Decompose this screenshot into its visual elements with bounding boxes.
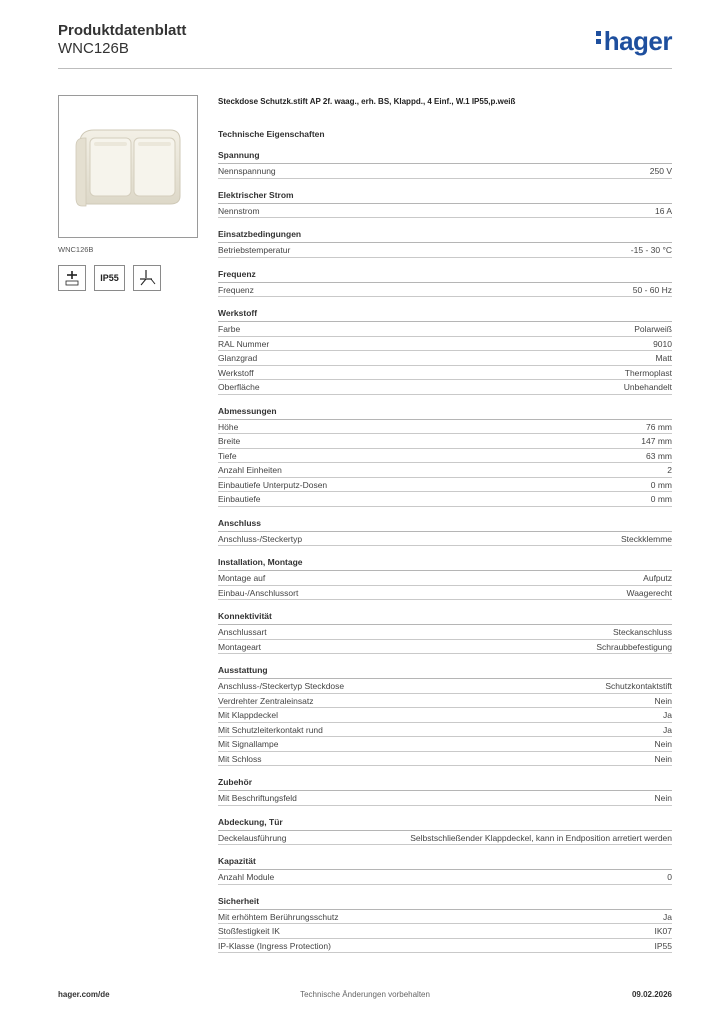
spec-group-title: Sicherheit: [218, 895, 672, 910]
spec-label: Betriebstemperatur: [218, 245, 291, 255]
spec-label: Anschlussart: [218, 627, 267, 637]
ip55-badge: IP55: [94, 265, 125, 291]
spec-value: 147 mm: [641, 436, 672, 446]
page-footer: [58, 990, 672, 1002]
page-header: [58, 22, 672, 68]
spec-row: [218, 204, 672, 219]
spec-value: 63 mm: [646, 450, 672, 461]
spec-label: Einbautiefe Unterputz-Dosen: [218, 479, 328, 490]
spec-value: Ja: [663, 911, 672, 922]
spec-row: [218, 532, 672, 547]
spec-value: 9010: [653, 338, 672, 349]
spec-value: Nein: [654, 753, 672, 764]
spec-row: [218, 752, 672, 767]
spec-row: [218, 463, 672, 478]
spec-label: Glanzgrad: [218, 353, 258, 363]
footer-date: 09.02.2026: [631, 990, 672, 999]
spec-row: [218, 791, 672, 806]
spec-label: Montageart: [218, 641, 261, 652]
spec-group-title: Frequenz: [218, 268, 672, 283]
spec-label: Deckelausführung: [218, 832, 287, 843]
spec-label: Einbautiefe: [218, 494, 261, 504]
spec-row: [218, 380, 672, 395]
spec-value: 76 mm: [646, 421, 672, 432]
spec-row: [218, 586, 672, 601]
spec-label: Anschluss-/Steckertyp Steckdose: [218, 681, 345, 691]
spec-label: Mit Klappdeckel: [218, 710, 279, 720]
spec-row: [218, 910, 672, 925]
product-image: [58, 95, 198, 238]
spec-value: Ja: [663, 710, 672, 720]
spec-value: Polarweiß: [634, 324, 672, 334]
spec-group-title: Kapazität: [218, 855, 672, 870]
spec-row: [218, 870, 672, 885]
product-specs: [218, 95, 672, 953]
spec-row: [218, 478, 672, 493]
spec-group-title: Spannung: [218, 149, 672, 164]
spec-value: Selbstschließender Klappdeckel, kann in Endposition arretiert werden: [410, 832, 672, 843]
spec-row: [218, 351, 672, 366]
spec-value: Matt: [655, 353, 672, 363]
spec-label: Anzahl Einheiten: [218, 465, 282, 475]
spec-value: Nein: [654, 793, 672, 803]
spec-row: [218, 679, 672, 694]
spec-value: 0: [667, 872, 672, 882]
image-caption: WNC126B: [58, 245, 94, 254]
spec-row: [218, 283, 672, 298]
spec-group-title: Konnektivität: [218, 610, 672, 625]
spec-group: [218, 268, 672, 298]
spec-value: 0 mm: [650, 479, 672, 490]
spec-value: Aufputz: [643, 573, 672, 583]
spec-label: Tiefe: [218, 450, 237, 461]
spec-group-title: Abmessungen: [218, 405, 672, 420]
spec-value: Nein: [654, 695, 672, 706]
product-title: Steckdose Schutzk.stift AP 2f. waag., erh. BS, Klappd., 4 Einf., W.1 IP55,p.weiß: [218, 97, 516, 106]
spec-value: 50 - 60 Hz: [632, 284, 672, 295]
product-code: WNC126B: [58, 40, 129, 57]
spec-value: Ja: [663, 724, 672, 735]
spec-group: [218, 556, 672, 600]
spec-group-title: Zubehör: [218, 776, 672, 791]
spec-group: [218, 816, 672, 846]
ground-symbol-icon: [58, 265, 86, 291]
spec-group: [218, 149, 672, 179]
spec-group-title: Installation, Montage: [218, 556, 672, 571]
footer-notice: Technische Änderungen vorbehalten: [300, 990, 430, 999]
spec-label: Mit Beschriftungsfeld: [218, 793, 297, 803]
spec-label: Stoßfestigkeit IK: [218, 926, 280, 936]
spec-row: [218, 694, 672, 709]
spec-label: Anschluss-/Steckertyp: [218, 533, 303, 544]
spec-groups: [218, 149, 672, 953]
spec-group: [218, 228, 672, 258]
spec-group-title: Werkstoff: [218, 307, 672, 322]
spec-group-title: Einsatzbedingungen: [218, 228, 672, 243]
spec-label: Farbe: [218, 324, 241, 334]
spec-group-title: Elektrischer Strom: [218, 189, 672, 204]
spec-row: [218, 708, 672, 723]
spec-value: Steckanschluss: [612, 627, 672, 637]
spec-label: Mit Schutzleiterkontakt rund: [218, 724, 323, 735]
spec-label: Mit erhöhtem Berührungsschutz: [218, 911, 339, 922]
spec-label: Werkstoff: [218, 367, 254, 378]
spec-value: IK07: [654, 926, 672, 936]
spec-label: Höhe: [218, 421, 239, 432]
spec-group-title: Abdeckung, Tür: [218, 816, 672, 831]
spec-label: Nennspannung: [218, 166, 276, 176]
spec-label: Verdrehter Zentraleinsatz: [218, 695, 314, 706]
spec-row: [218, 322, 672, 337]
section-heading: Technische Eigenschaften: [218, 129, 325, 139]
spec-group-title: Ausstattung: [218, 664, 672, 679]
spec-group: [218, 189, 672, 219]
spec-label: Nennstrom: [218, 205, 260, 216]
spec-value: 16 A: [654, 205, 672, 216]
spec-row: [218, 420, 672, 435]
spec-label: Einbau-/Anschlussort: [218, 587, 299, 598]
spec-row: [218, 831, 672, 846]
spec-row: [218, 625, 672, 640]
header-divider: [58, 68, 672, 69]
spec-group: [218, 855, 672, 885]
product-image-panel: [58, 95, 198, 291]
spec-value: -15 - 30 °C: [630, 245, 672, 255]
spec-row: [218, 434, 672, 449]
spec-group: [218, 405, 672, 507]
spec-group: [218, 610, 672, 654]
spec-label: Breite: [218, 436, 241, 446]
spec-group: [218, 664, 672, 766]
socket-illustration: [72, 126, 184, 208]
logo-colon-icon: [596, 28, 601, 47]
spec-value: Thermoplast: [624, 367, 672, 378]
spec-row: [218, 571, 672, 586]
spec-value: Schutzkontaktstift: [605, 681, 672, 691]
spec-row: [218, 723, 672, 738]
spec-label: Anzahl Module: [218, 872, 275, 882]
ik-impact-icon: [133, 265, 161, 291]
spec-group-title: Anschluss: [218, 517, 672, 532]
spec-row: [218, 243, 672, 258]
spec-row: [218, 640, 672, 655]
spec-group: [218, 895, 672, 954]
spec-row: [218, 337, 672, 352]
spec-value: 2: [667, 465, 672, 475]
spec-row: [218, 737, 672, 752]
hager-logo: [596, 26, 672, 57]
spec-value: Schraubbefestigung: [596, 641, 672, 652]
spec-value: Nein: [654, 739, 672, 749]
spec-value: Unbehandelt: [623, 382, 672, 392]
spec-label: Mit Signallampe: [218, 739, 279, 749]
spec-label: Oberfläche: [218, 382, 260, 392]
certification-badges: [58, 265, 198, 291]
document-title: Produktdatenblatt: [58, 22, 187, 39]
spec-row: [218, 939, 672, 954]
spec-label: Montage auf: [218, 573, 266, 583]
spec-label: Mit Schloss: [218, 753, 262, 764]
logo-text: hager: [603, 26, 672, 56]
spec-label: RAL Nummer: [218, 338, 270, 349]
spec-row: [218, 164, 672, 179]
spec-row: [218, 492, 672, 507]
spec-value: 250 V: [649, 166, 672, 176]
footer-website: hager.com/de: [58, 990, 110, 999]
spec-value: Steckklemme: [620, 533, 672, 544]
spec-row: [218, 366, 672, 381]
spec-group: [218, 517, 672, 547]
spec-label: Frequenz: [218, 284, 254, 295]
spec-label: IP-Klasse (Ingress Protection): [218, 940, 331, 951]
spec-value: IP55: [654, 940, 672, 951]
spec-value: Waagerecht: [626, 587, 672, 598]
spec-row: [218, 449, 672, 464]
spec-group: [218, 776, 672, 806]
spec-value: 0 mm: [650, 494, 672, 504]
spec-row: [218, 924, 672, 939]
spec-group: [218, 307, 672, 395]
